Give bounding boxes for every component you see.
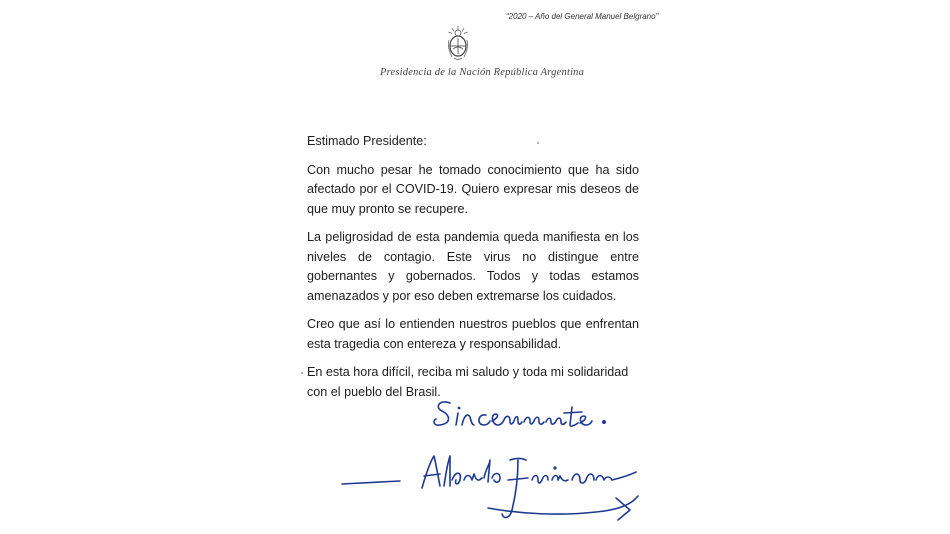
paragraph-2: La peligrosidad de esta pandemia queda manifiesta en los niveles de contagio. Este virus no distingue entre gobernantes y gobernados. Todos y todas estamos amenazados y por eso deben extremarse los cuidados. [307,230,639,303]
paper-speck [537,142,539,144]
letter-body [307,132,639,411]
presidency-letterhead: Presidencia de la Nación República Argentina [380,67,585,78]
argentine-coat-of-arms-icon [445,24,471,62]
paragraph-1: Con mucho pesar he tomado conocimiento que ha sido afectado por el COVID-19. Quiero expresar mis deseos de que muy pronto se recupere. [307,162,639,216]
paper-speck [301,372,303,374]
year-motto: “2020 – Año del General Manuel Belgrano” [506,12,659,21]
handwritten-signature [340,450,660,528]
handwritten-closing [432,395,622,435]
paragraph-4: En esta hora difícil, reciba mi saludo y toda mi solidaridad con el pueblo del Brasil. [307,365,629,399]
paragraph-3: Creo que así lo entienden nuestros pueblos que enfrentan esta tragedia con entereza y responsabilidad. [307,317,639,351]
salutation: Estimado Presidente: [307,134,427,148]
